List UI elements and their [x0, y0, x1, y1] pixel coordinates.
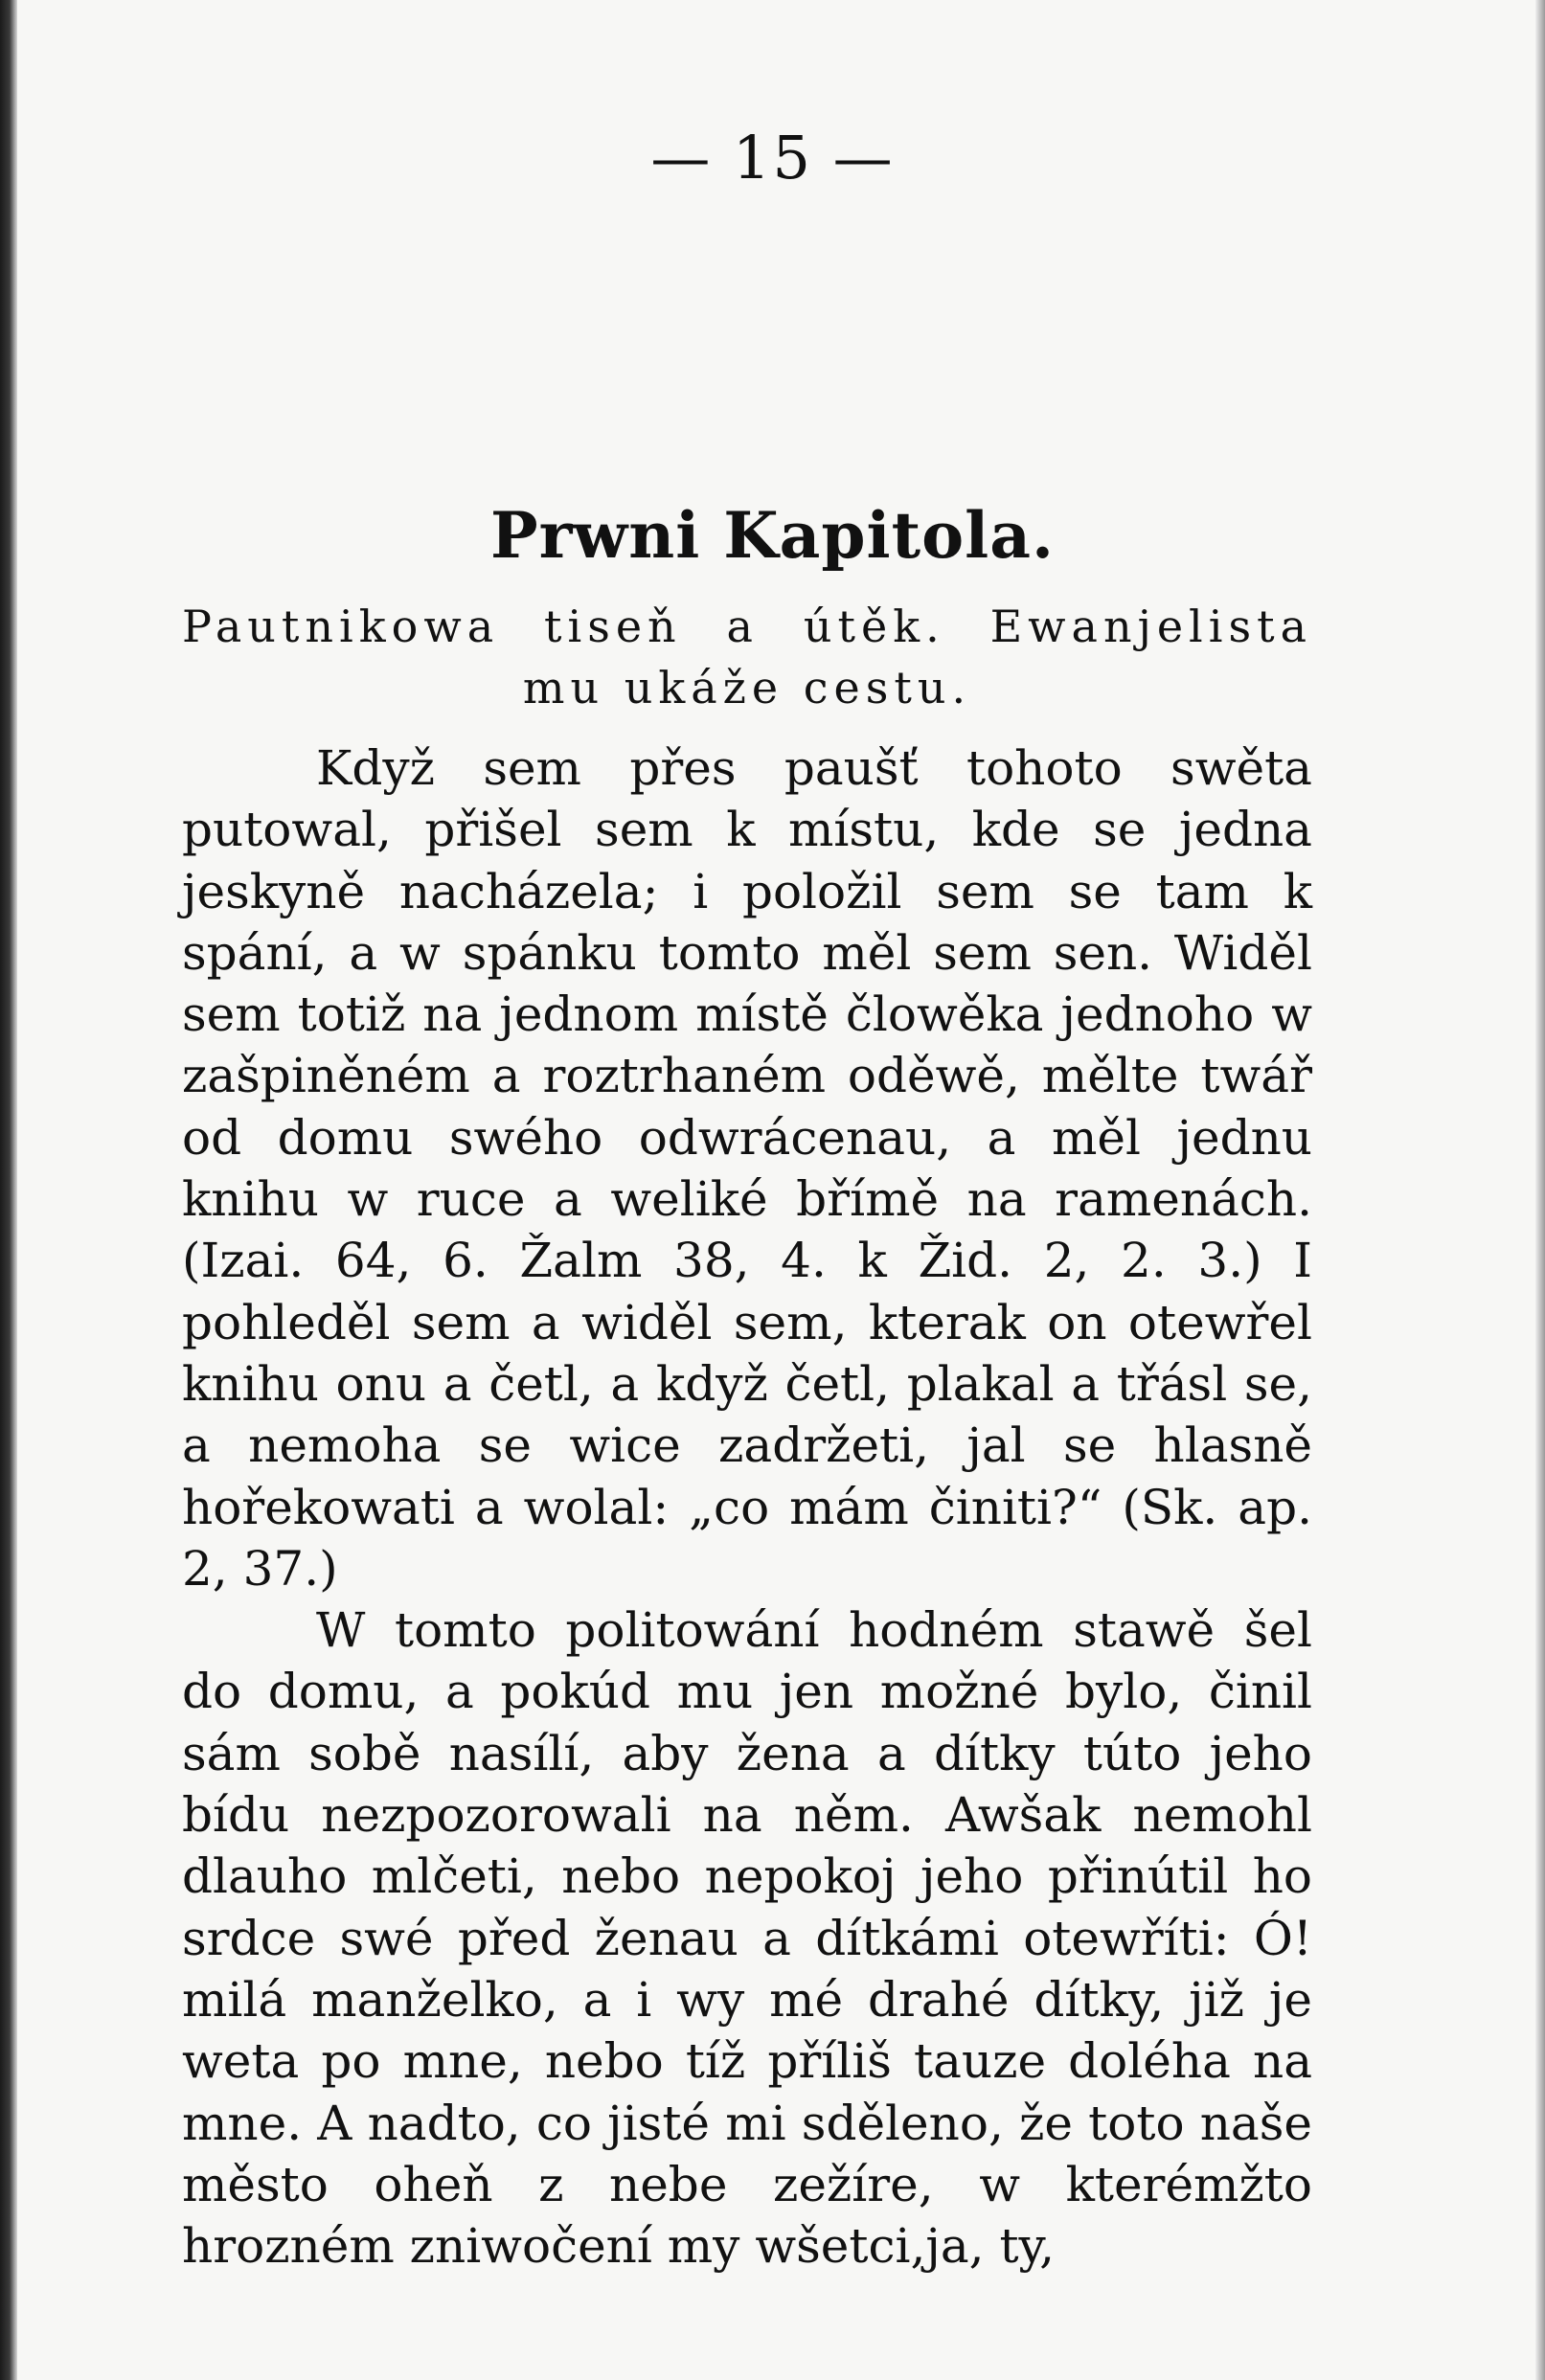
paragraph-1: Když sem přes paušť tohoto swěta putowal, přišel sem k místu, kde se jedna jeskyně nacházela; i položil sem se tam k spání, a w spánku tomto měl sem sen. Widěl sem totiž na jednom místě člowěka jednoho w zašpiněném a roztrhaném oděwě, mělte twář od domu swého odwrácenau, a měl jednu knihu w ruce a weliké břímě na ramenách. (Izai. 64, 6. Žalm 38, 4. k Žid. 2, 2. 3.) I pohleděl sem a widěl sem, kterak on otewřel knihu onu a četl, a když četl, plakal a třásl se, a nemoha se wice zadržeti, jal se hlasně hořekowati a wolal: „co mám činiti?“ (Sk. ap. 2, 37.)	[182, 740, 1312, 1597]
page-number: — 15 —	[650, 123, 895, 193]
paragraph-2: W tomto politowání hodném stawě šel do domu, a pokúd mu jen možné bylo, činil sám sobě nasílí, aby žena a dítky túto jeho bídu nezpozorowali na něm. Awšak nemohl dlauho mlčeti, nebo nepokoj jeho přinútil ho srdce swé před ženau a dítkámi otewříti: Ó! milá manželko, a i wy mé drahé dítky, již je weta po mne, nebo tíž příliš tauze doléha na mne. A nadto, co jisté mi sděleno, že toto naše město oheň z nebe zežíre, w kterémžto hrozném zniwočení my wšetci,ja, ty,	[182, 1602, 1312, 2275]
page-binding-edge	[0, 0, 17, 2380]
page-right-edge	[1535, 0, 1545, 2380]
chapter-summary: Pautnikowa tiseň a útěk. Ewanjelista mu ukáže cestu.	[182, 601, 1312, 714]
body-text	[182, 737, 1312, 2277]
chapter-title: Prwni Kapitola.	[490, 498, 1055, 573]
